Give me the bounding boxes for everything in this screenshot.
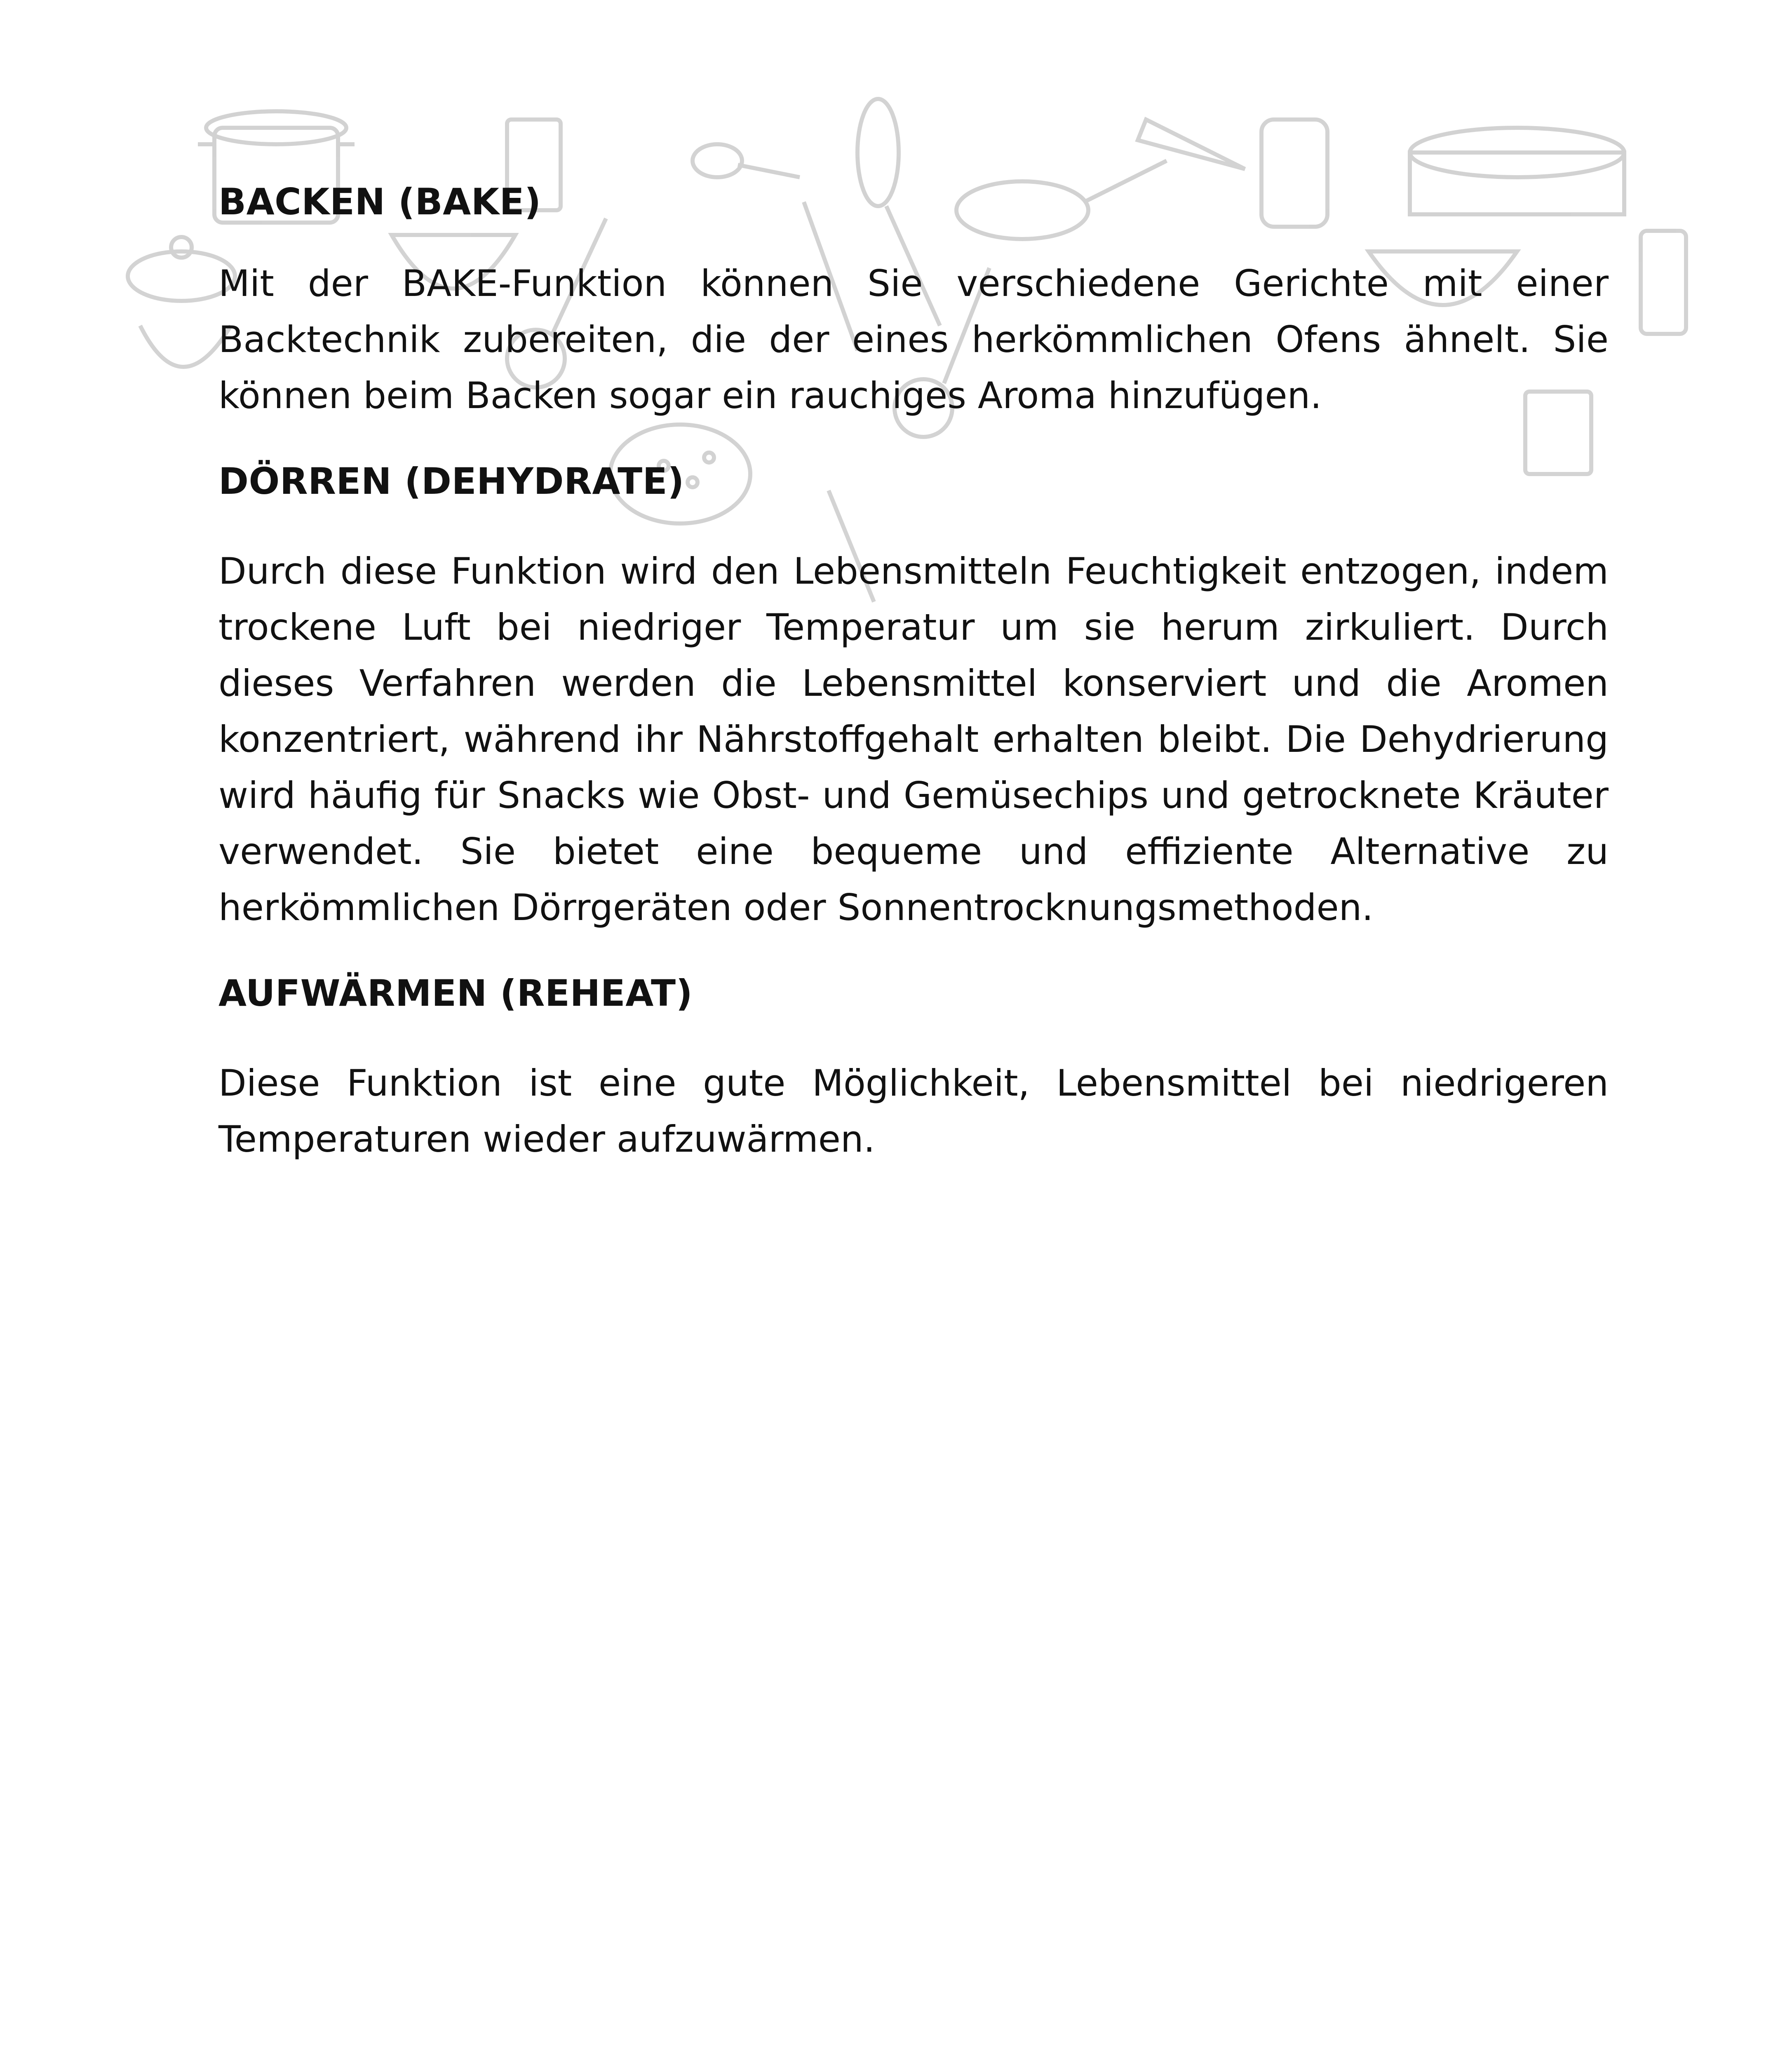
spoon-icon	[693, 144, 800, 177]
knife-icon	[1138, 120, 1245, 169]
document-body	[218, 173, 1609, 1167]
section-body-dehydrate: Durch diese Funktion wird den Lebensmitteln Feuchtigkeit entzogen, indem trockene Luft bei niedriger Temperatur um sie herum zirkuliert. Durch dieses Verfahren werden die Lebensmittel konserviert und die Aromen konzentriert, während ihr Nährstoffgehalt erhalten bleibt. Die Dehydrierung wird häufig für Snacks wie Obst- und Gemüsechips und getrocknete Kräuter verwendet. Sie bietet eine bequeme und effiziente Alternative zu herkömmlichen Dörrgeräten oder Sonnentrocknungsmethoden.	[218, 550, 1609, 929]
section-bake	[218, 173, 1609, 424]
grater-icon	[1641, 231, 1686, 334]
section-dehydrate	[218, 453, 1609, 936]
section-body-reheat: Diese Funktion ist eine gute Möglichkeit, Lebensmittel bei niedrigeren Temperaturen wieder aufzuwärmen.	[218, 1062, 1609, 1160]
section-heading-dehydrate: DÖRREN (DEHYDRATE)	[218, 460, 684, 502]
section-reheat	[218, 965, 1609, 1167]
section-heading-reheat: AUFWÄRMEN (REHEAT)	[218, 972, 693, 1014]
section-body-bake: Mit der BAKE-Funktion können Sie verschiedene Gerichte mit einer Backtechnik zubereiten, die der eines herkömmlichen Ofens ähnelt. Sie können beim Backen sogar ein rauchiges Aroma hinzufügen.	[218, 262, 1609, 417]
section-heading-bake: BACKEN (BAKE)	[218, 181, 541, 223]
